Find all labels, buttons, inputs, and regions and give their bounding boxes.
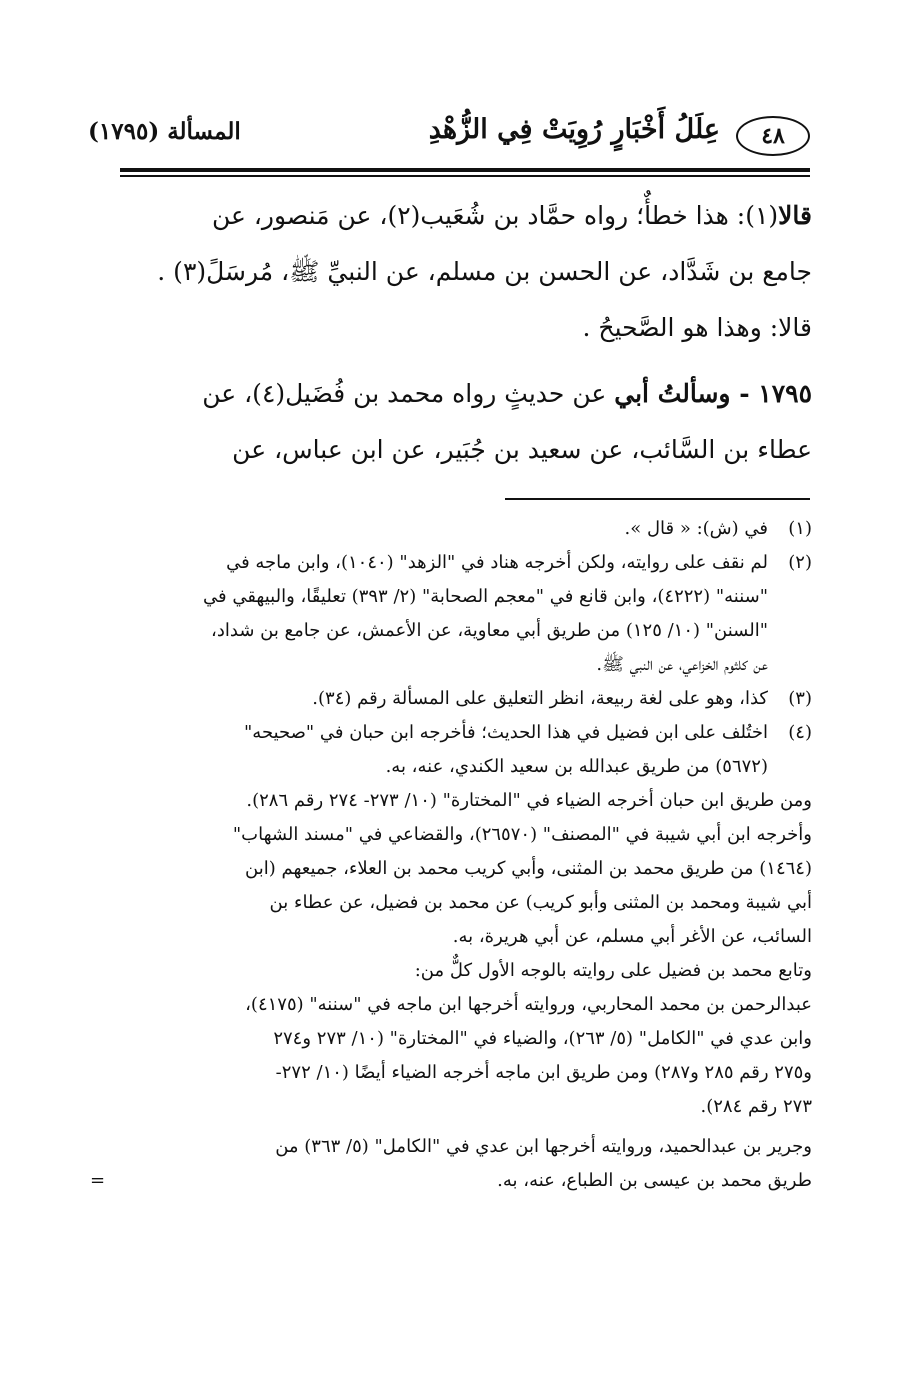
paragraph-1-line-1 xyxy=(92,188,812,244)
footnote-line: ومن طريق ابن حبان أخرجه الضياء في "المختارة" (١٠/ ٢٧٣- ٢٧٤ رقم ٢٨٦). xyxy=(246,790,812,811)
footnote-line: (٥٦٧٢) من طريق عبدالله بن سعيد الكندي، عنه، به. xyxy=(385,756,768,777)
paragraph-1-line-2: جامع بن شَدَّاد، عن الحسن بن مسلم، عن النبيِّ ﷺ، مُرسَلً(٣) . xyxy=(157,257,812,286)
footnote-number: (٢) xyxy=(788,552,812,573)
book-title: عِلَلُ أَخْبَارٍ رُوِيَتْ فِي الزُّهْدِ xyxy=(428,114,720,145)
paragraph-3-line-1-rest: عن حديثٍ رواه محمد بن فُضَيل(٤)، عن xyxy=(202,379,607,408)
masala-label: المسألة (١٧٩٥) xyxy=(88,118,241,145)
footnote-line: أبي شيبة ومحمد بن المثنى وأبو كريب) عن محمد بن فضيل، عن عطاء بن xyxy=(269,892,812,913)
footnote-line: عن كلثوم الخزاعي، عن النبي ﷺ. xyxy=(596,654,768,675)
paragraph-1-line-1-rest: (١): هذا خطأٌ؛ رواه حمَّاد بن شُعَيب(٢)، عن مَنصور، عن xyxy=(211,201,779,230)
footnote-line: و٢٧٥ رقم ٢٨٥ و٢٨٧) ومن طريق ابن ماجه أخرجه الضياء أيضًا (١٠/ ٢٧٢- xyxy=(275,1062,812,1083)
footnote-1 xyxy=(90,512,812,546)
footnote-line: "سننه" (٤٢٢٢)، وابن قانع في "معجم الصحابة" (٢/ ٣٩٣) تعليقًا، والبيهقي في xyxy=(202,586,768,607)
qala-lead: قالا xyxy=(778,201,812,230)
footnote-line: وتابع محمد بن فضيل على روايته بالوجه الأول كلٌّ من: xyxy=(414,960,812,981)
footnote-line: وأخرجه ابن أبي شيبة في "المصنف" (٢٦٥٧٠)، والقضاعي في "مسند الشهاب" xyxy=(232,824,812,845)
paragraph-3-line-1 xyxy=(92,366,812,422)
continuation-mark: = xyxy=(90,1170,106,1191)
header-rule-thick xyxy=(120,168,810,172)
footnote-line: ٢٧٣ رقم ٢٨٤). xyxy=(700,1096,812,1117)
footnote-separator xyxy=(505,498,810,500)
footnote-line: في (ش): « قال ». xyxy=(624,518,768,539)
question-lead: ١٧٩٥ - وسألتُ أبي xyxy=(614,379,812,408)
footnote-4-final xyxy=(90,1130,812,1198)
footnote-line: السائب، عن الأغر أبي مسلم، عن أبي هريرة، به. xyxy=(452,926,812,947)
footnote-4 xyxy=(90,716,812,784)
footnote-2 xyxy=(90,546,812,682)
footnote-number: (٤) xyxy=(788,722,812,743)
main-text xyxy=(92,188,812,478)
footnote-line: طريق محمد بن عيسى بن الطباع، عنه، به. xyxy=(497,1170,812,1191)
page-number: ٤٨ xyxy=(736,116,810,156)
footnote-line: لم نقف على روايته، ولكن أخرجه هناد في "الزهد" (١٠٤٠)، وابن ماجه في xyxy=(226,552,768,573)
footnote-4-continuation xyxy=(90,784,812,1124)
footnote-line: (١٤٦٤) من طريق محمد بن المثنى، وأبي كريب محمد بن العلاء، جميعهم (ابن xyxy=(245,858,812,879)
footnote-number: (١) xyxy=(788,518,812,539)
page-header xyxy=(88,112,810,162)
footnote-line: وابن عدي في "الكامل" (٥/ ٢٦٣)، والضياء في "المختارة" (١٠/ ٢٧٣ و٢٧٤ xyxy=(273,1028,812,1049)
footnote-number: (٣) xyxy=(788,688,812,709)
footnote-line: كذا، وهو على لغة ربيعة، انظر التعليق على المسألة رقم (٣٤). xyxy=(312,688,768,709)
header-rule-thin xyxy=(120,175,810,177)
footnote-line: اختُلف على ابن فضيل في هذا الحديث؛ فأخرجه ابن حبان في "صحيحه" xyxy=(244,722,768,743)
footnote-line: وجرير بن عبدالحميد، وروايته أخرجها ابن عدي في "الكامل" (٥/ ٣٦٣) من xyxy=(275,1136,812,1157)
paragraph-2: قالا: وهذا هو الصَّحيحُ . xyxy=(582,313,812,342)
footnote-3 xyxy=(90,682,812,716)
footnotes xyxy=(90,512,812,1198)
footnote-line: عبدالرحمن بن محمد المحاربي، وروايته أخرجها ابن ماجه في "سننه" (٤١٧٥)، xyxy=(245,994,812,1015)
paragraph-3-line-2: عطاء بن السَّائب، عن سعيد بن جُبَير، عن ابن عباس، عن xyxy=(232,435,812,464)
footnote-line: "السنن" (١٠/ ١٢٥) من طريق أبي معاوية، عن الأعمش، عن جامع بن شداد، xyxy=(211,620,768,641)
